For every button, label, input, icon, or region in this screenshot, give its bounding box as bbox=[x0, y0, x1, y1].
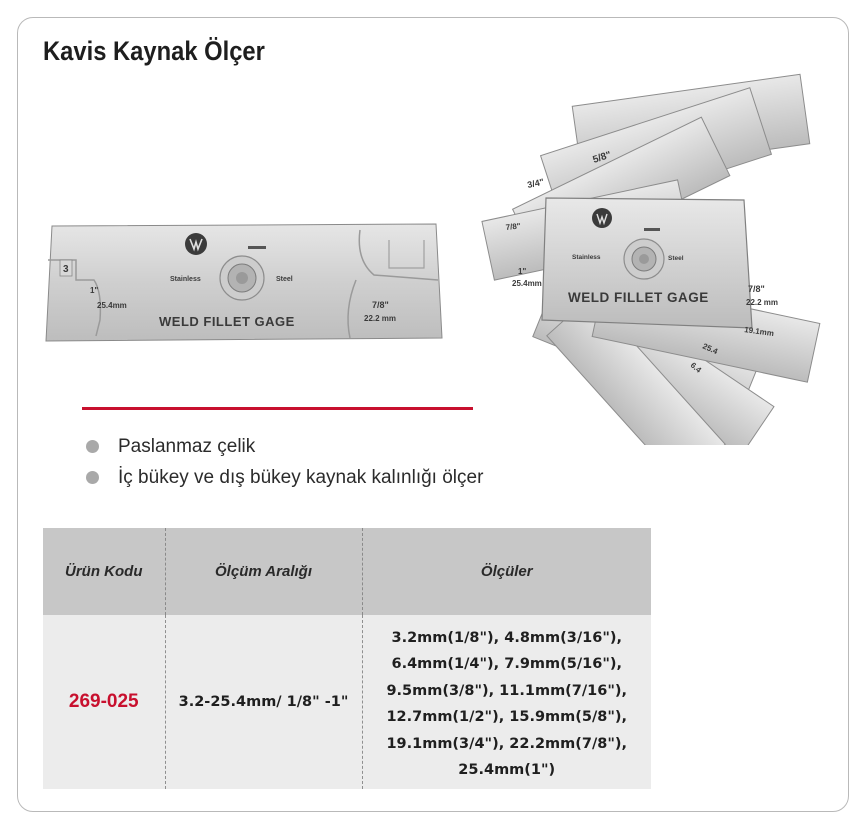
accent-divider bbox=[82, 407, 473, 410]
size-line: 9.5mm(3/8"), 11.1mm(7/16"), bbox=[386, 682, 628, 699]
mark-1-in: 1" bbox=[90, 286, 99, 295]
size-line: 12.7mm(1/2"), 15.9mm(5/8"), bbox=[386, 709, 628, 725]
size-line: 6.4mm(1/4"), 7.9mm(5/16"), bbox=[391, 656, 623, 672]
size-line: 25.4mm(1") bbox=[458, 762, 556, 778]
weld-gauge-set-photo bbox=[476, 70, 826, 445]
header-sizes: Ölçüler bbox=[362, 528, 651, 615]
measurement-range: 3.2-25.4mm/ 1/8" -1" bbox=[165, 615, 362, 789]
fan-mark-58: 5/8" bbox=[591, 149, 613, 166]
fan-brand-right: Steel bbox=[668, 255, 684, 262]
feature-text: Paslanmaz çelik bbox=[118, 436, 256, 457]
fan-mark-78: 7/8" bbox=[748, 284, 765, 294]
brand-left: Stainless bbox=[170, 276, 201, 283]
mark-78-mm: 22.2 mm bbox=[364, 314, 397, 323]
gauge-label: WELD FILLET GAGE bbox=[159, 314, 295, 329]
fan-mark-222: 22.2 mm bbox=[746, 298, 779, 307]
bullet-icon bbox=[86, 471, 99, 484]
fan-mark-78-b: 7/8" bbox=[505, 221, 522, 232]
gauge-mark-3: 3 bbox=[63, 264, 69, 275]
feature-list bbox=[86, 434, 483, 496]
header-product-code: Ürün Kodu bbox=[43, 528, 165, 615]
weld-gauge-photo bbox=[44, 220, 444, 342]
fan-mark-64: 6.4 bbox=[688, 360, 704, 375]
brand-right: Steel bbox=[276, 276, 293, 283]
fan-mark-254: 25.4mm bbox=[512, 279, 542, 288]
product-code: 269-025 bbox=[43, 615, 165, 789]
feature-item bbox=[86, 465, 483, 496]
size-line: 3.2mm(1/8"), 4.8mm(3/16"), bbox=[391, 629, 623, 646]
feature-text: İç bükey ve dış bükey kaynak kalınlığı ölçer bbox=[118, 467, 484, 488]
fan-mark-254-b: 25.4 bbox=[701, 341, 720, 357]
fan-gauge-label: WELD FILLET GAGE bbox=[568, 290, 709, 305]
table-header-row bbox=[43, 528, 651, 615]
fan-brand-left: Stainless bbox=[572, 254, 601, 261]
header-range: Ölçüm Aralığı bbox=[165, 528, 362, 615]
fan-mark-34: 3/4" bbox=[526, 176, 545, 190]
mark-1-mm: 25.4mm bbox=[97, 301, 127, 310]
sizes-list bbox=[362, 615, 651, 789]
mark-78-in: 7/8" bbox=[372, 300, 389, 310]
size-line: 19.1mm(3/4"), 22.2mm(7/8"), bbox=[386, 735, 628, 752]
fan-mark-1: 1" bbox=[518, 267, 527, 276]
spec-table bbox=[43, 528, 651, 789]
fan-mark-191: 19.1mm bbox=[743, 325, 775, 339]
page-title: Kavis Kaynak Ölçer bbox=[43, 36, 265, 66]
feature-item bbox=[86, 434, 483, 465]
table-row bbox=[43, 615, 651, 789]
bullet-icon bbox=[86, 440, 99, 453]
